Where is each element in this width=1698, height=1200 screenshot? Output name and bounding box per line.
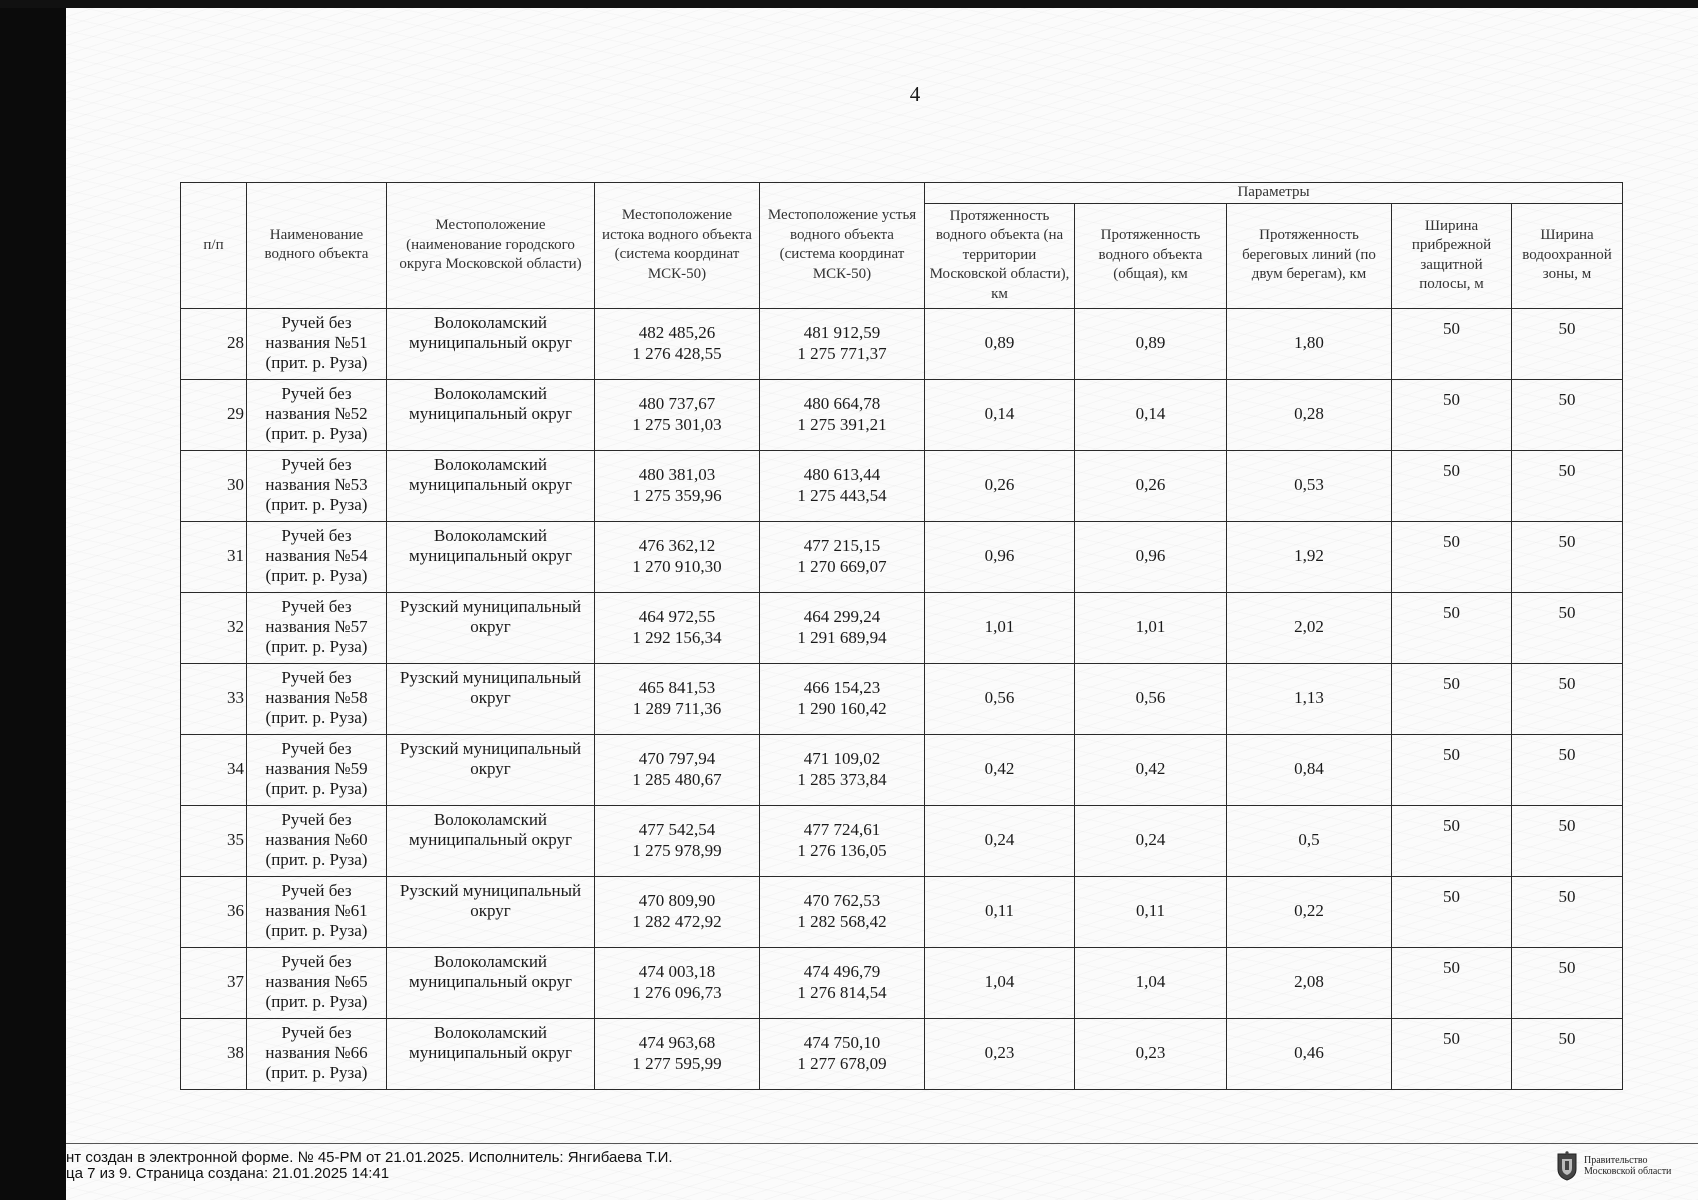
government-name-line-1: Правительство	[1584, 1155, 1648, 1166]
length-total-cell: 0,42	[1075, 734, 1227, 805]
shore-length-cell: 0,53	[1227, 450, 1392, 521]
row-number-cell: 33	[181, 663, 247, 734]
stream-name-cell: Ручей без названия №51 (прит. р. Руза)	[247, 308, 387, 379]
municipal-district-cell: Рузский муниципальный округ	[387, 663, 595, 734]
footer-info	[66, 1150, 673, 1182]
municipal-district-cell: Волоколамский муниципальный округ	[387, 379, 595, 450]
water-zone-width-cell: 50	[1512, 379, 1623, 450]
mouth-coordinates-cell: 477 724,61 1 276 136,05	[760, 805, 925, 876]
shore-length-cell: 1,92	[1227, 521, 1392, 592]
length-total-cell: 0,14	[1075, 379, 1227, 450]
stream-name-cell: Ручей без названия №57 (прит. р. Руза)	[247, 592, 387, 663]
header-source: Местоположение истока водного объекта (система координат МСК-50)	[595, 183, 760, 309]
municipal-district-cell: Волоколамский муниципальный округ	[387, 805, 595, 876]
municipal-district-cell: Волоколамский муниципальный округ	[387, 947, 595, 1018]
water-zone-width-cell: 50	[1512, 308, 1623, 379]
shore-length-cell: 0,22	[1227, 876, 1392, 947]
mouth-coordinates-cell: 474 496,79 1 276 814,54	[760, 947, 925, 1018]
source-coordinates-cell: 476 362,12 1 270 910,30	[595, 521, 760, 592]
mouth-coordinates-cell: 470 762,53 1 282 568,42	[760, 876, 925, 947]
row-number-cell: 28	[181, 308, 247, 379]
header-length-region: Протяженность водного объекта (на территории Московской области), км	[925, 203, 1075, 308]
length-region-cell: 0,14	[925, 379, 1075, 450]
coast-width-cell: 50	[1392, 734, 1512, 805]
source-coordinates-cell: 465 841,53 1 289 711,36	[595, 663, 760, 734]
coast-width-cell: 50	[1392, 805, 1512, 876]
stream-name-cell: Ручей без названия №66 (прит. р. Руза)	[247, 1018, 387, 1089]
row-number-cell: 31	[181, 521, 247, 592]
length-total-cell: 1,04	[1075, 947, 1227, 1018]
length-region-cell: 0,56	[925, 663, 1075, 734]
row-number-cell: 32	[181, 592, 247, 663]
source-coordinates-cell: 482 485,26 1 276 428,55	[595, 308, 760, 379]
table-row	[181, 450, 1623, 521]
table-row	[181, 308, 1623, 379]
mouth-coordinates-cell: 474 750,10 1 277 678,09	[760, 1018, 925, 1089]
government-name	[1584, 1155, 1671, 1177]
shore-length-cell: 1,13	[1227, 663, 1392, 734]
source-coordinates-cell: 474 963,68 1 277 595,99	[595, 1018, 760, 1089]
mouth-coordinates-cell: 480 613,44 1 275 443,54	[760, 450, 925, 521]
header-location: Местоположение (наименование городского округа Московской области)	[387, 183, 595, 309]
municipal-district-cell: Рузский муниципальный округ	[387, 876, 595, 947]
length-region-cell: 0,42	[925, 734, 1075, 805]
length-total-cell: 0,56	[1075, 663, 1227, 734]
coast-width-cell: 50	[1392, 450, 1512, 521]
header-parameters: Параметры	[925, 183, 1623, 204]
shore-length-cell: 0,46	[1227, 1018, 1392, 1089]
source-coordinates-cell: 480 737,67 1 275 301,03	[595, 379, 760, 450]
header-length-total: Протяженность водного объекта (общая), км	[1075, 203, 1227, 308]
coast-width-cell: 50	[1392, 521, 1512, 592]
source-coordinates-cell: 480 381,03 1 275 359,96	[595, 450, 760, 521]
stream-name-cell: Ручей без названия №53 (прит. р. Руза)	[247, 450, 387, 521]
length-region-cell: 1,01	[925, 592, 1075, 663]
government-logo	[1556, 1151, 1671, 1181]
coat-of-arms-icon	[1556, 1151, 1578, 1181]
table-row	[181, 947, 1623, 1018]
stream-name-cell: Ручей без названия №54 (прит. р. Руза)	[247, 521, 387, 592]
coast-width-cell: 50	[1392, 308, 1512, 379]
length-region-cell: 1,04	[925, 947, 1075, 1018]
mouth-coordinates-cell: 480 664,78 1 275 391,21	[760, 379, 925, 450]
header-water-zone: Ширина водоохранной зоны, м	[1512, 203, 1623, 308]
stream-name-cell: Ручей без названия №58 (прит. р. Руза)	[247, 663, 387, 734]
row-number-cell: 30	[181, 450, 247, 521]
scan-left-edge	[0, 0, 66, 1200]
coast-width-cell: 50	[1392, 592, 1512, 663]
water-objects-table	[180, 182, 1623, 1090]
stream-name-cell: Ручей без названия №60 (прит. р. Руза)	[247, 805, 387, 876]
shore-length-cell: 0,84	[1227, 734, 1392, 805]
footer-line-2: ца 7 из 9. Страница создана: 21.01.2025 14:41	[66, 1165, 390, 1182]
table-row	[181, 1018, 1623, 1089]
shore-length-cell: 2,08	[1227, 947, 1392, 1018]
shore-length-cell: 1,80	[1227, 308, 1392, 379]
stream-name-cell: Ручей без названия №61 (прит. р. Руза)	[247, 876, 387, 947]
table-header-row-1	[181, 183, 1623, 204]
water-zone-width-cell: 50	[1512, 592, 1623, 663]
municipal-district-cell: Волоколамский муниципальный округ	[387, 308, 595, 379]
row-number-cell: 37	[181, 947, 247, 1018]
row-number-cell: 35	[181, 805, 247, 876]
length-region-cell: 0,26	[925, 450, 1075, 521]
mouth-coordinates-cell: 466 154,23 1 290 160,42	[760, 663, 925, 734]
stream-name-cell: Ручей без названия №65 (прит. р. Руза)	[247, 947, 387, 1018]
coast-width-cell: 50	[1392, 1018, 1512, 1089]
shore-length-cell: 0,5	[1227, 805, 1392, 876]
header-shore-length: Протяженность береговых линий (по двум берегам), км	[1227, 203, 1392, 308]
water-zone-width-cell: 50	[1512, 663, 1623, 734]
footer-divider	[66, 1143, 1698, 1144]
shore-length-cell: 0,28	[1227, 379, 1392, 450]
header-coast-width: Ширина прибрежной защитной полосы, м	[1392, 203, 1512, 308]
table-row	[181, 592, 1623, 663]
header-mouth: Местоположение устья водного объекта (система координат МСК-50)	[760, 183, 925, 309]
stream-name-cell: Ручей без названия №52 (прит. р. Руза)	[247, 379, 387, 450]
length-total-cell: 0,24	[1075, 805, 1227, 876]
government-name-line-2: Московской области	[1584, 1166, 1672, 1177]
length-total-cell: 0,26	[1075, 450, 1227, 521]
length-region-cell: 0,89	[925, 308, 1075, 379]
length-total-cell: 0,23	[1075, 1018, 1227, 1089]
length-total-cell: 0,89	[1075, 308, 1227, 379]
shore-length-cell: 2,02	[1227, 592, 1392, 663]
table-row	[181, 663, 1623, 734]
municipal-district-cell: Волоколамский муниципальный округ	[387, 450, 595, 521]
header-num: п/п	[181, 183, 247, 309]
coast-width-cell: 50	[1392, 663, 1512, 734]
scan-top-edge	[0, 0, 1698, 8]
water-zone-width-cell: 50	[1512, 450, 1623, 521]
mouth-coordinates-cell: 464 299,24 1 291 689,94	[760, 592, 925, 663]
source-coordinates-cell: 470 809,90 1 282 472,92	[595, 876, 760, 947]
municipal-district-cell: Рузский муниципальный округ	[387, 734, 595, 805]
water-zone-width-cell: 50	[1512, 1018, 1623, 1089]
source-coordinates-cell: 477 542,54 1 275 978,99	[595, 805, 760, 876]
length-region-cell: 0,24	[925, 805, 1075, 876]
length-total-cell: 1,01	[1075, 592, 1227, 663]
table-row	[181, 734, 1623, 805]
water-zone-width-cell: 50	[1512, 521, 1623, 592]
source-coordinates-cell: 464 972,55 1 292 156,34	[595, 592, 760, 663]
table-row	[181, 876, 1623, 947]
header-name: Наименование водного объекта	[247, 183, 387, 309]
page-number: 4	[909, 82, 921, 106]
coast-width-cell: 50	[1392, 947, 1512, 1018]
footer-line-1: нт создан в электронной форме. № 45-РМ от 21.01.2025. Исполнитель: Янгибаева Т.И.	[66, 1149, 673, 1166]
length-total-cell: 0,96	[1075, 521, 1227, 592]
mouth-coordinates-cell: 471 109,02 1 285 373,84	[760, 734, 925, 805]
length-region-cell: 0,96	[925, 521, 1075, 592]
coast-width-cell: 50	[1392, 876, 1512, 947]
row-number-cell: 36	[181, 876, 247, 947]
mouth-coordinates-cell: 477 215,15 1 270 669,07	[760, 521, 925, 592]
table-row	[181, 805, 1623, 876]
table-row	[181, 521, 1623, 592]
row-number-cell: 29	[181, 379, 247, 450]
water-zone-width-cell: 50	[1512, 734, 1623, 805]
length-region-cell: 0,23	[925, 1018, 1075, 1089]
water-zone-width-cell: 50	[1512, 805, 1623, 876]
water-zone-width-cell: 50	[1512, 876, 1623, 947]
water-zone-width-cell: 50	[1512, 947, 1623, 1018]
municipal-district-cell: Волоколамский муниципальный округ	[387, 1018, 595, 1089]
stream-name-cell: Ручей без названия №59 (прит. р. Руза)	[247, 734, 387, 805]
municipal-district-cell: Волоколамский муниципальный округ	[387, 521, 595, 592]
mouth-coordinates-cell: 481 912,59 1 275 771,37	[760, 308, 925, 379]
length-region-cell: 0,11	[925, 876, 1075, 947]
municipal-district-cell: Рузский муниципальный округ	[387, 592, 595, 663]
row-number-cell: 38	[181, 1018, 247, 1089]
row-number-cell: 34	[181, 734, 247, 805]
length-total-cell: 0,11	[1075, 876, 1227, 947]
source-coordinates-cell: 470 797,94 1 285 480,67	[595, 734, 760, 805]
coast-width-cell: 50	[1392, 379, 1512, 450]
source-coordinates-cell: 474 003,18 1 276 096,73	[595, 947, 760, 1018]
table-row	[181, 379, 1623, 450]
